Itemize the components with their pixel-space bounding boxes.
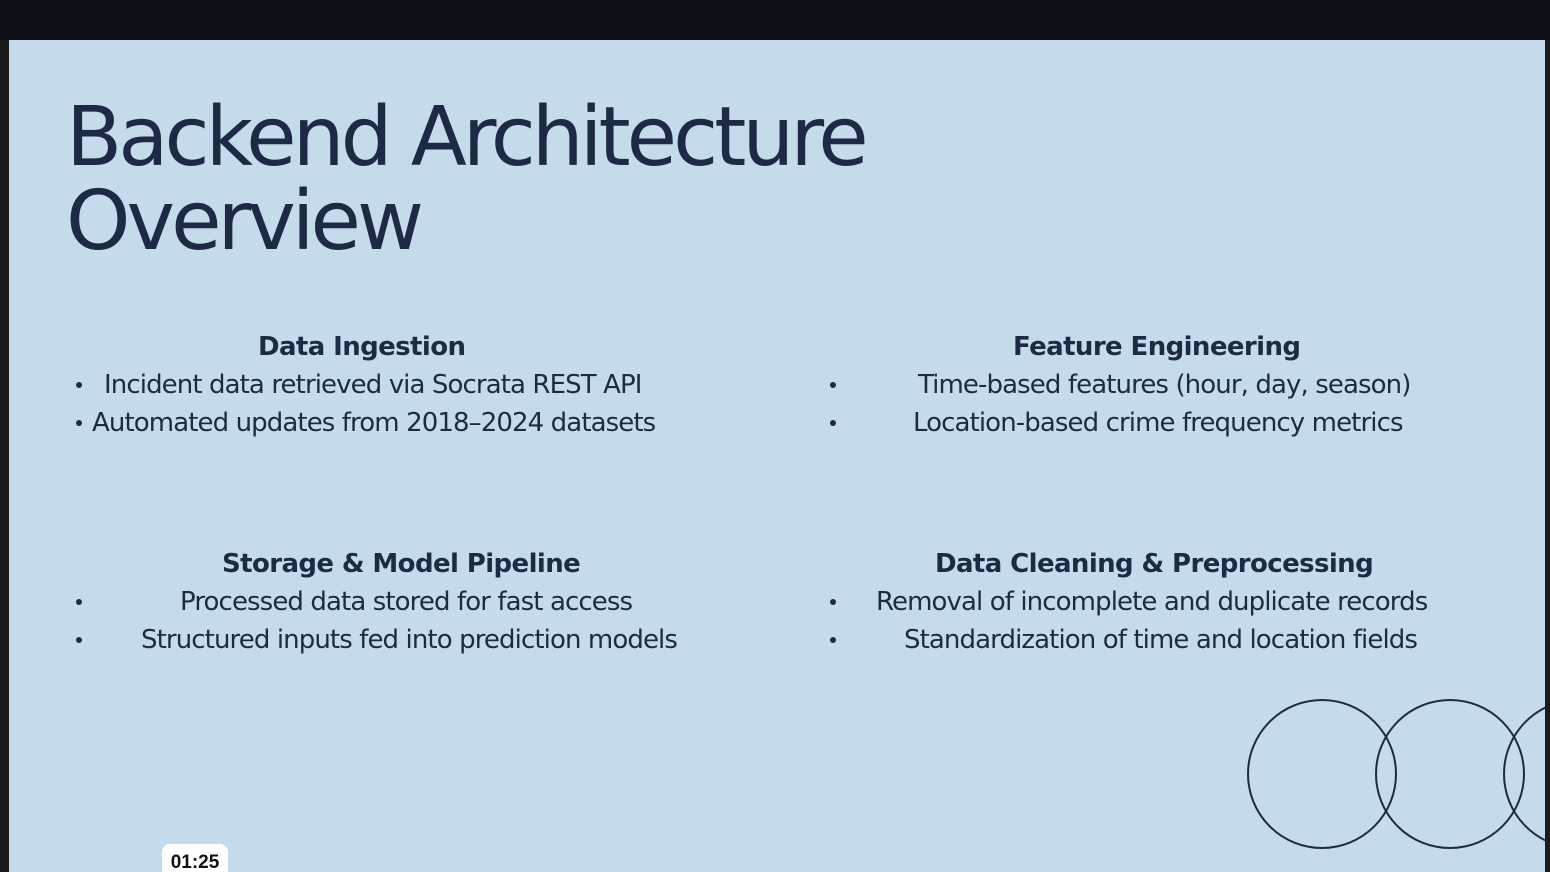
bullet-icon bbox=[76, 599, 82, 605]
circle-decoration bbox=[1376, 700, 1524, 848]
list-item bbox=[73, 404, 773, 442]
bullet-icon bbox=[830, 382, 836, 388]
bullet-text: Removal of incomplete and duplicate records bbox=[876, 587, 1428, 617]
overlapping-circles-icon bbox=[1245, 696, 1545, 852]
bullet-icon bbox=[830, 599, 836, 605]
bullet-text: Incident data retrieved via Socrata REST API bbox=[104, 370, 642, 400]
section-heading: Feature Engineering bbox=[1013, 332, 1301, 362]
bullet-text: Time-based features (hour, day, season) bbox=[918, 370, 1411, 400]
section-storage-model-pipeline bbox=[73, 547, 773, 667]
list-item bbox=[73, 583, 773, 621]
slide-title-line-1: Backend Architecture bbox=[66, 90, 865, 185]
slide-title bbox=[66, 90, 966, 269]
section-feature-engineering bbox=[827, 330, 1527, 450]
section-heading: Storage & Model Pipeline bbox=[222, 549, 581, 579]
bullet-icon bbox=[830, 420, 836, 426]
list-item bbox=[827, 404, 1527, 442]
list-item bbox=[827, 583, 1527, 621]
section-data-cleaning bbox=[827, 547, 1527, 667]
list-item bbox=[73, 366, 773, 404]
bullet-icon bbox=[76, 637, 82, 643]
left-frame-edge bbox=[0, 40, 9, 872]
bullet-text: Processed data stored for fast access bbox=[180, 587, 633, 617]
circle-decoration bbox=[1248, 700, 1396, 848]
section-heading: Data Cleaning & Preprocessing bbox=[935, 549, 1374, 579]
bullet-text: Location-based crime frequency metrics bbox=[913, 408, 1403, 438]
top-black-bar bbox=[0, 0, 1550, 40]
video-timestamp: 01:25 bbox=[162, 844, 228, 872]
list-item bbox=[73, 621, 773, 659]
bullet-text: Standardization of time and location fields bbox=[904, 625, 1418, 655]
bullet-text: Structured inputs fed into prediction models bbox=[141, 625, 678, 655]
bullet-icon bbox=[76, 420, 82, 426]
bullet-icon bbox=[76, 382, 82, 388]
list-item bbox=[827, 366, 1527, 404]
bullet-icon bbox=[830, 637, 836, 643]
presentation-slide bbox=[9, 40, 1545, 872]
right-frame-edge bbox=[1545, 40, 1550, 872]
bullet-text: Automated updates from 2018–2024 datasets bbox=[92, 408, 656, 438]
slide-title-line-2: Overview bbox=[66, 174, 421, 269]
list-item bbox=[827, 621, 1527, 659]
section-data-ingestion bbox=[73, 330, 773, 450]
section-heading: Data Ingestion bbox=[258, 332, 466, 362]
